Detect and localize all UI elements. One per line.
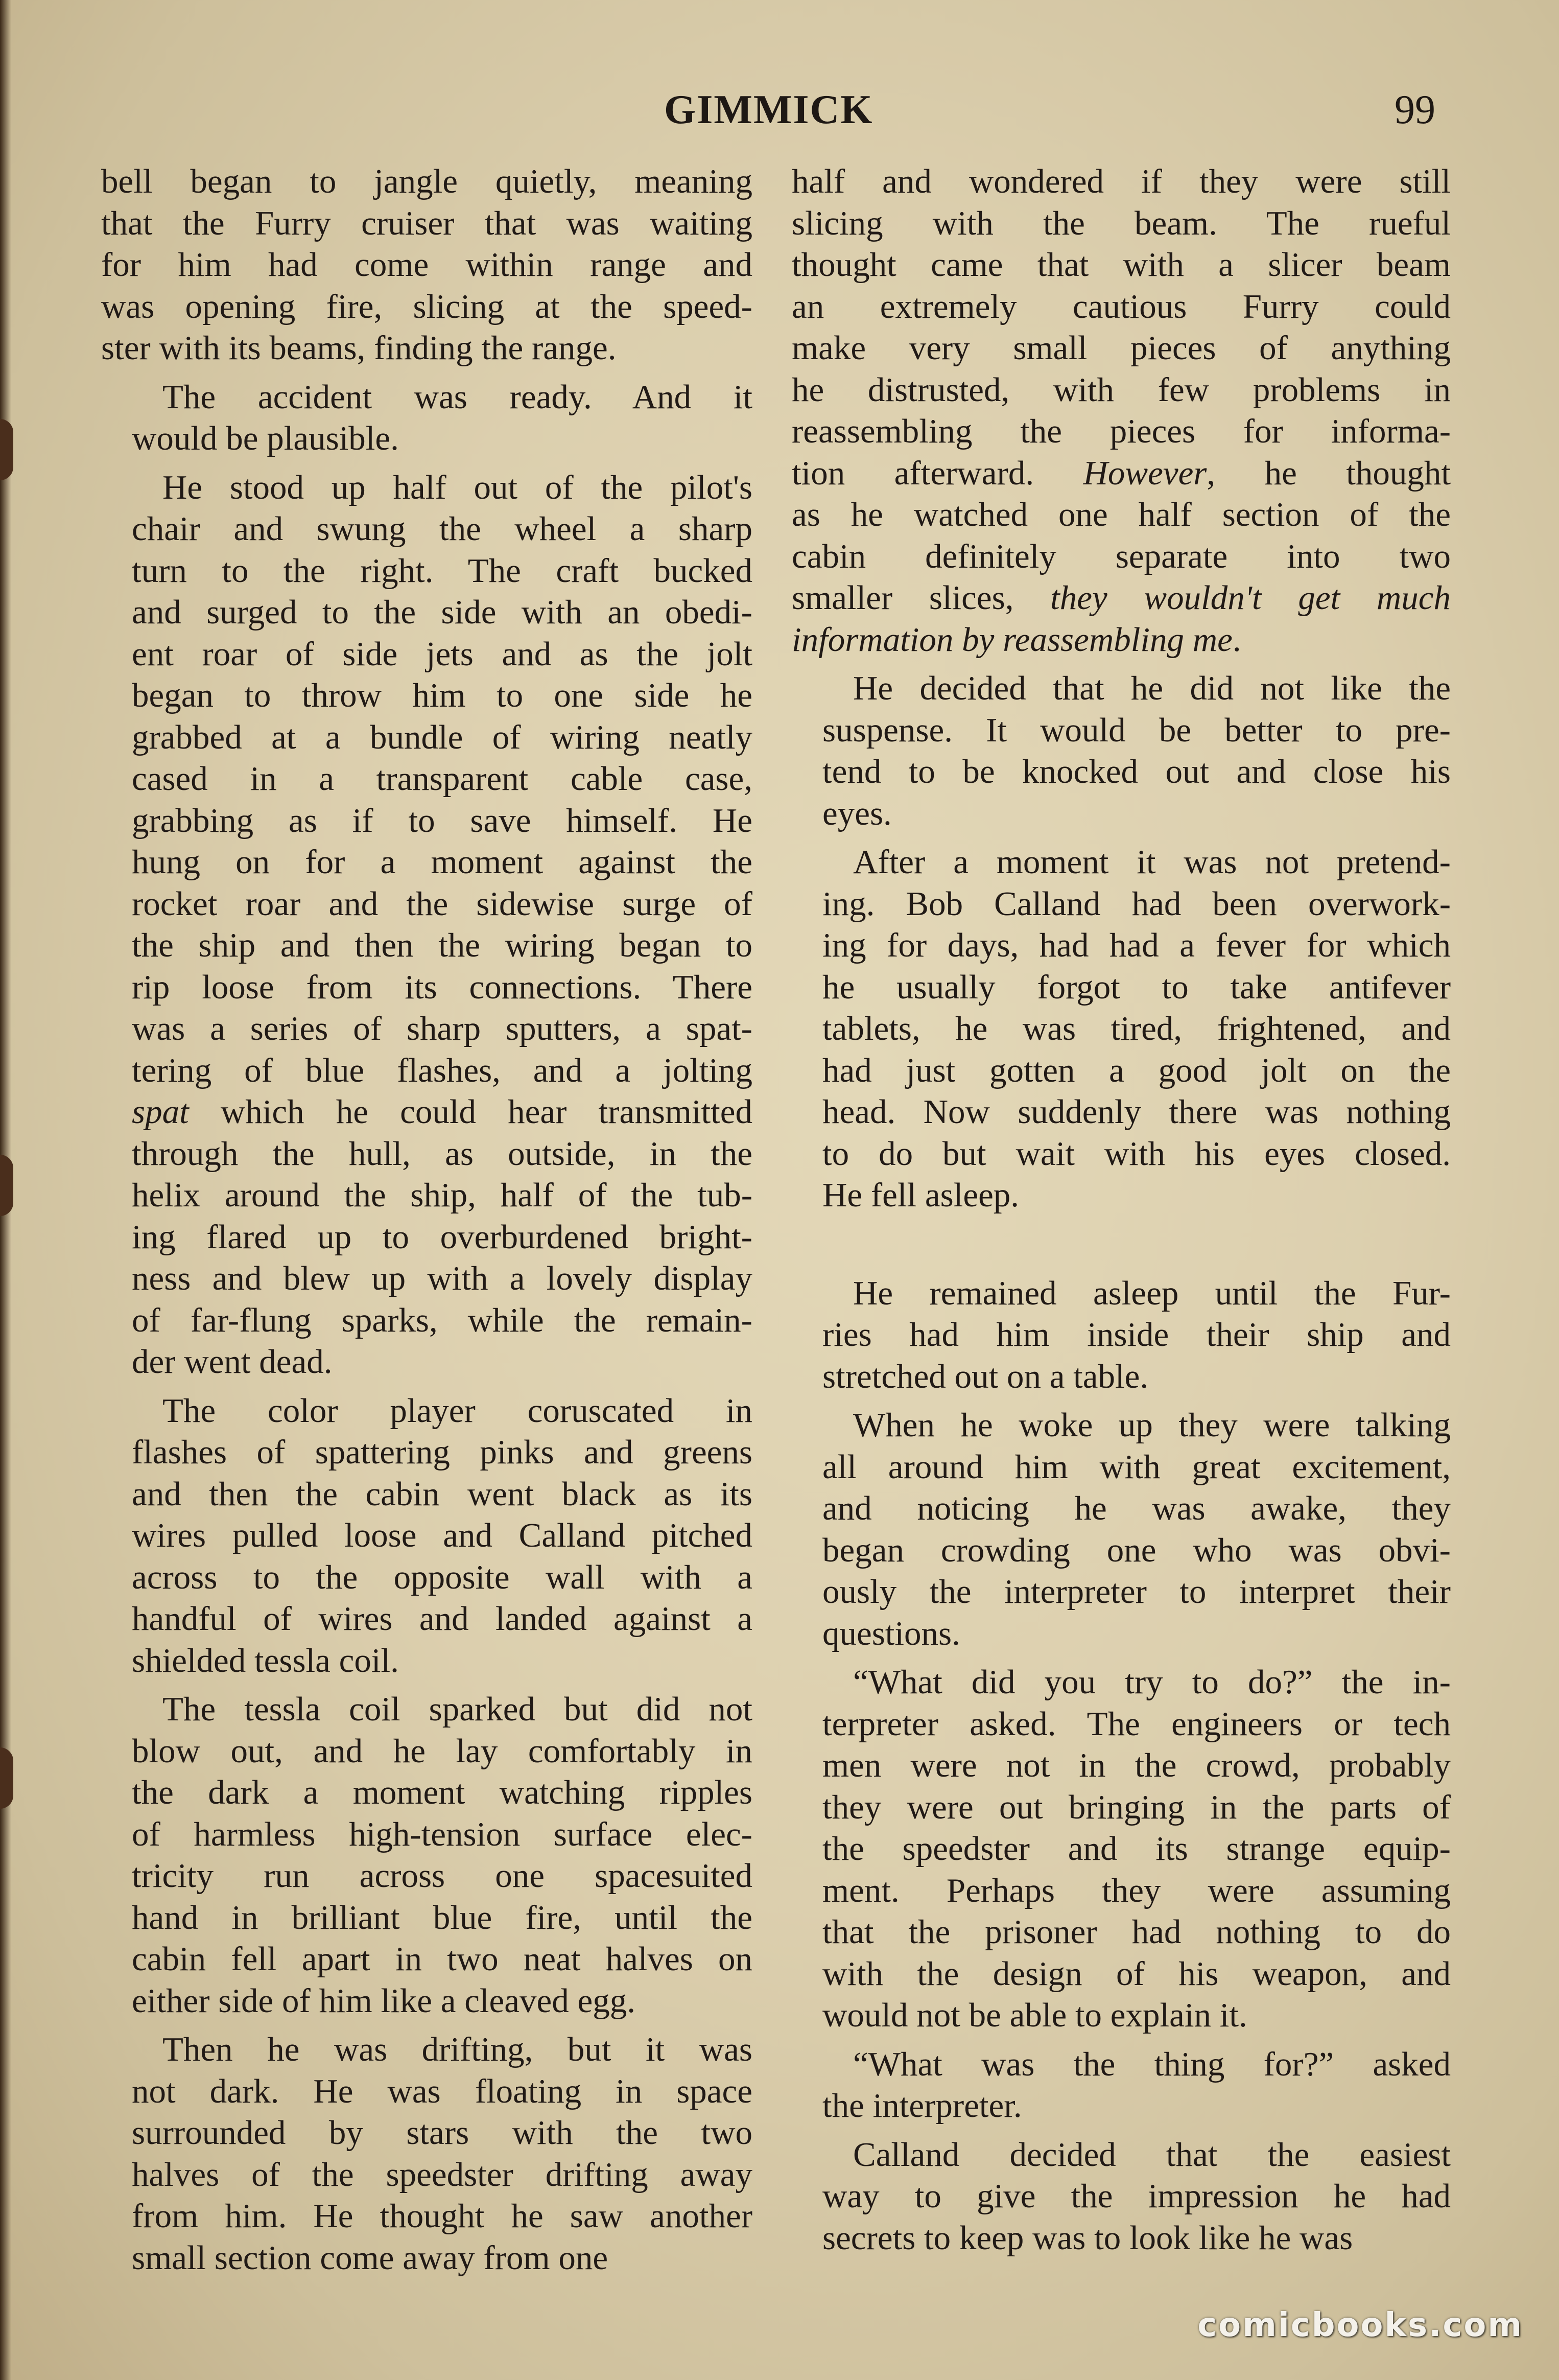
- text-line: was a series of sharp sputters, a spat-: [132, 1010, 752, 1047]
- paragraph: [101, 1390, 752, 1682]
- paragraph: [792, 161, 1451, 661]
- binding-hole: [0, 1155, 13, 1216]
- running-title: GIMMICK: [664, 87, 873, 132]
- right-text-column: [792, 161, 1451, 2259]
- text-line: of harmless high-tension surface elec-: [132, 1815, 752, 1853]
- text-line: halves of the speedster drifting away: [132, 2155, 752, 2194]
- paragraph: [792, 842, 1451, 1217]
- text-line: ment. Perhaps they were assuming: [822, 1871, 1451, 1909]
- text-line: way to give the impression he had: [822, 2177, 1451, 2215]
- paragraph: [101, 377, 752, 460]
- paragraph: [792, 1273, 1451, 1398]
- text-line: hand in brilliant blue fire, until the: [132, 1898, 752, 1936]
- text-line: would be plausible.: [132, 419, 399, 457]
- text-line: The tessla coil sparked but did not: [162, 1690, 752, 1728]
- text-line: spat which he could hear transmitted: [132, 1093, 752, 1131]
- text-line: and then the cabin went black as its: [132, 1475, 752, 1513]
- page-number: 99: [1395, 87, 1435, 132]
- text-line: ing for days, had had a fever for which: [822, 926, 1451, 964]
- text-line: The color player coruscated in: [162, 1391, 752, 1430]
- text-line: blow out, and he lay comfortably in: [132, 1732, 752, 1770]
- text-line: “What did you try to do?” the in-: [853, 1663, 1451, 1701]
- text-line: through the hull, as outside, in the: [132, 1134, 752, 1173]
- text-line: from him. He thought he saw another: [132, 2197, 752, 2235]
- text-line: secrets to keep was to look like he was: [822, 2219, 1353, 2257]
- text-line: had just gotten a good jolt on the: [822, 1051, 1451, 1089]
- text-line: hung on for a moment against the: [132, 843, 752, 881]
- text-line: the ship and then the wiring began to: [132, 926, 752, 964]
- text-line: ness and blew up with a lovely display: [132, 1259, 752, 1297]
- text-line: questions.: [822, 1614, 960, 1652]
- paragraph: [792, 668, 1451, 834]
- paragraph: [101, 161, 752, 369]
- text-line: reassembling the pieces for informa-: [792, 412, 1451, 450]
- text-line: ster with its beams, finding the range.: [101, 329, 617, 367]
- text-line: cased in a transparent cable case,: [132, 760, 752, 798]
- text-line: Calland decided that the easiest: [853, 2135, 1451, 2174]
- text-line: make very small pieces of anything: [792, 329, 1451, 367]
- text-line: Then he was drifting, but it was: [162, 2031, 752, 2068]
- text-line: he distrusted, with few problems in: [792, 370, 1451, 409]
- text-line: tend to be knocked out and close his: [822, 753, 1451, 790]
- text-line: cabin definitely separate into two: [792, 537, 1451, 575]
- text-line: with the design of his weapon, and: [822, 1954, 1451, 1993]
- text-line: tering of blue flashes, and a jolting: [132, 1051, 752, 1089]
- text-line: and surged to the side with an obedi-: [132, 593, 752, 631]
- text-line: to do but wait with his eyes closed.: [822, 1134, 1451, 1173]
- text-line: cabin fell apart in two neat halves on: [132, 1940, 752, 1978]
- text-line: When he woke up they were talking: [853, 1406, 1451, 1444]
- text-line: grabbing as if to save himself. He: [132, 801, 752, 839]
- text-line: rip loose from its connections. There: [132, 968, 752, 1006]
- text-line: ing flared up to overburdened bright-: [132, 1218, 752, 1256]
- text-line: men were not in the crowd, probably: [822, 1746, 1451, 1784]
- text-line: The accident was ready. And it: [162, 378, 752, 416]
- text-line: they were out bringing in the parts of: [822, 1788, 1451, 1826]
- text-line: turn to the right. The craft bucked: [132, 551, 752, 590]
- text-line: and noticing he was awake, they: [822, 1489, 1451, 1527]
- text-line: all around him with great excitement,: [822, 1448, 1451, 1486]
- left-text-column: [101, 161, 752, 2279]
- paragraph: [792, 2044, 1451, 2127]
- text-line: “What was the thing for?” asked: [853, 2045, 1451, 2083]
- text-line: chair and swung the wheel a sharp: [132, 510, 752, 548]
- text-line: rocket roar and the sidewise surge of: [132, 884, 752, 923]
- paragraph: [792, 2134, 1451, 2259]
- text-line: der went dead.: [132, 1343, 333, 1381]
- text-line: head. Now suddenly there was nothing: [822, 1093, 1451, 1131]
- text-line: small section come away from one: [132, 2238, 608, 2277]
- text-line: information by reassembling me.: [792, 620, 1241, 659]
- text-line: handful of wires and landed against a: [132, 1600, 752, 1638]
- text-line: helix around the ship, half of the tub-: [132, 1176, 752, 1214]
- text-line: tion afterward. However, he thought: [792, 454, 1451, 492]
- text-line: ries had him inside their ship and: [822, 1316, 1451, 1354]
- text-line: as he watched one half section of the: [792, 496, 1451, 533]
- watermark-logo: comicbooks.com: [1197, 2306, 1523, 2344]
- text-line: tablets, he was tired, frightened, and: [822, 1010, 1451, 1047]
- text-line: the dark a moment watching ripples: [132, 1774, 752, 1811]
- text-line: grabbed at a bundle of wiring neatly: [132, 718, 752, 756]
- paragraph: [101, 2029, 752, 2279]
- running-header: [562, 87, 1435, 143]
- text-line: either side of him like a cleaved egg.: [132, 1981, 635, 2020]
- text-line: smaller slices, they wouldn't get much: [792, 579, 1451, 617]
- text-line: he usually forgot to take antifever: [822, 968, 1451, 1006]
- paragraph: [101, 467, 752, 1383]
- text-line: would not be able to explain it.: [822, 1996, 1247, 2034]
- text-line: began crowding one who was obvi-: [822, 1531, 1451, 1569]
- text-line: the interpreter.: [822, 2087, 1022, 2125]
- text-line: thought came that with a slicer beam: [792, 246, 1451, 284]
- text-line: stretched out on a table.: [822, 1357, 1149, 1395]
- paragraph: [101, 1689, 752, 2022]
- paragraph: [792, 1405, 1451, 1654]
- text-line: ent roar of side jets and as the jolt: [132, 635, 752, 673]
- text-line: ously the interpreter to interpret their: [822, 1573, 1451, 1611]
- paragraph: [792, 1662, 1451, 2037]
- text-line: He remained asleep until the Fur-: [853, 1274, 1451, 1312]
- text-line: began to throw him to one side he: [132, 676, 752, 714]
- text-line: tricity run across one spacesuited: [132, 1857, 752, 1895]
- text-line: shielded tessla coil.: [132, 1641, 399, 1679]
- text-line: He decided that he did not like the: [853, 669, 1451, 707]
- text-line: half and wondered if they were still: [792, 162, 1451, 200]
- text-line: surrounded by stars with the two: [132, 2114, 752, 2152]
- text-line: of far-flung sparks, while the remain-: [132, 1301, 752, 1339]
- text-line: was opening fire, slicing at the speed-: [101, 287, 752, 325]
- text-line: suspense. It would be better to pre-: [822, 711, 1451, 749]
- text-line: He stood up half out of the pilot's: [162, 468, 752, 506]
- text-line: flashes of spattering pinks and greens: [132, 1433, 752, 1471]
- text-line: ing. Bob Calland had been overwork-: [822, 884, 1451, 923]
- text-line: across to the opposite wall with a: [132, 1558, 752, 1596]
- text-line: eyes.: [822, 794, 892, 832]
- text-line: terpreter asked. The engineers or tech: [822, 1705, 1451, 1743]
- text-line: the speedster and its strange equip-: [822, 1830, 1451, 1868]
- text-line: not dark. He was floating in space: [132, 2072, 752, 2110]
- text-line: for him had come within range and: [101, 246, 752, 284]
- text-line: that the Furry cruiser that was waiting: [101, 204, 752, 242]
- binding-hole: [0, 419, 13, 480]
- text-line: that the prisoner had nothing to do: [822, 1913, 1451, 1951]
- text-line: slicing with the beam. The rueful: [792, 204, 1451, 242]
- binding-hole: [0, 1747, 13, 1809]
- text-line: bell began to jangle quietly, meaning: [101, 162, 752, 200]
- text-line: After a moment it was not pretend-: [853, 843, 1451, 881]
- text-line: He fell asleep.: [822, 1176, 1020, 1214]
- text-line: wires pulled loose and Calland pitched: [132, 1516, 752, 1554]
- text-line: an extremely cautious Furry could: [792, 287, 1451, 325]
